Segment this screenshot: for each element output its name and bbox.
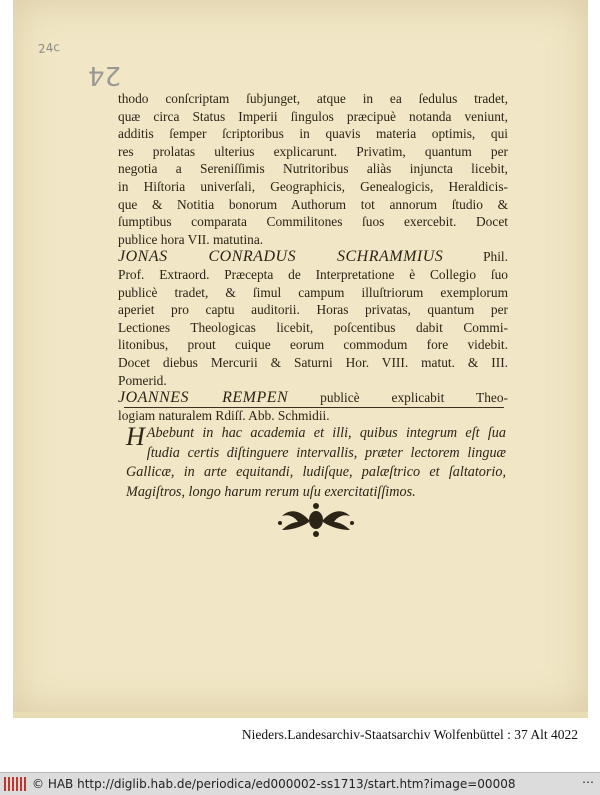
text-line: Lectiones Theologicas licebit, poſcentibus dabit Commi-: [118, 319, 508, 335]
barcode-icon: [4, 777, 26, 791]
status-bar: [0, 772, 600, 795]
pencil-mark-number: 24: [88, 60, 122, 90]
text-line: Docet diebus Mercurii & Saturni Hor. VIII. matut. & III.: [118, 354, 508, 370]
drop-cap: H: [126, 422, 145, 451]
page-edge: [13, 712, 588, 718]
text-line: additis ſemper ſcriptoribus in quavis materia optimis, qui: [118, 126, 508, 142]
text-line: negotia a Sereniſſimis Nutritoribus aliàs injuncta licebit,: [118, 161, 508, 177]
text-line: litonibus, prout cuique eorum commodum fore videbit.: [118, 337, 508, 353]
schramm-name: JONAS CONRADUS SCHRAMMIUS: [118, 248, 444, 266]
status-url: © HAB http://diglib.hab.de/periodica/ed000002-ss1713/start.htm?image=00008: [32, 777, 516, 791]
text-line: in Hiſtoria univerſali, Geographicis, Genealogicis, Heraldicis-: [118, 178, 508, 194]
text-line: ſumptibus comparata Commilitones ſuos exercebit. Docet: [118, 214, 508, 230]
schramm-heading-line: [118, 248, 508, 266]
rempen-heading-line: [118, 389, 508, 407]
text-line: thodo conſcriptam ſubjunget, atque in ea ſedulus tradet,: [118, 91, 508, 106]
more-icon[interactable]: ⋯: [582, 775, 594, 789]
text-line: quæ circa Status Imperii ſingulos præcipuè notanda veniunt,: [118, 108, 508, 124]
notice-line: ſtudia certis diſtinguere intervallis, præter lectorem linguæ: [146, 444, 506, 461]
schramm-heading-rest: Phil.: [483, 249, 508, 265]
rempen-name: JOANNES REMPEN: [118, 389, 289, 407]
page-body-text: [118, 90, 508, 424]
pencil-mark-folio: 24c: [37, 39, 61, 57]
printer-ornament-icon: [276, 500, 356, 540]
rempen-heading-rest: publicè explicabit Theo-: [320, 390, 508, 406]
archive-signature: Nieders.Landesarchiv-Staatsarchiv Wolfenbüttel : 37 Alt 4022: [241, 727, 578, 742]
text-line: Prof. Extraord. Præcepta de Interpretatione è Collegio ſuo: [118, 266, 508, 282]
text-line: publice hora VII. matutina.: [118, 231, 264, 247]
text-line: res prolatas ulterius explicarunt. Privatim, quantum per: [118, 143, 508, 159]
text-line: Pomerid.: [118, 372, 167, 388]
section-rule: [124, 407, 504, 408]
text-line: logiam naturalem Rdiſſ. Abb. Schmidii.: [118, 407, 330, 423]
text-line: que & Notitia bonorum Authorum tot annorum ſtudio &: [118, 196, 508, 212]
academy-notice: [126, 424, 506, 502]
notice-line: Magiſtros, longo harum rerum uſu exercitatiſſimos.: [126, 483, 416, 500]
notice-line: Abebunt in hac academia et illi, quibus integrum eſt ſua: [146, 425, 506, 441]
notice-line: Gallicæ, in arte equitandi, ludiſque, palæſtrico et ſaltatorio,: [126, 464, 506, 480]
text-line: aperiet pro captu auditorii. Horas privatas, quantum per: [118, 302, 508, 318]
text-line: publicè tradet, & ſimul campum illuſtriorum exemplorum: [118, 284, 508, 300]
